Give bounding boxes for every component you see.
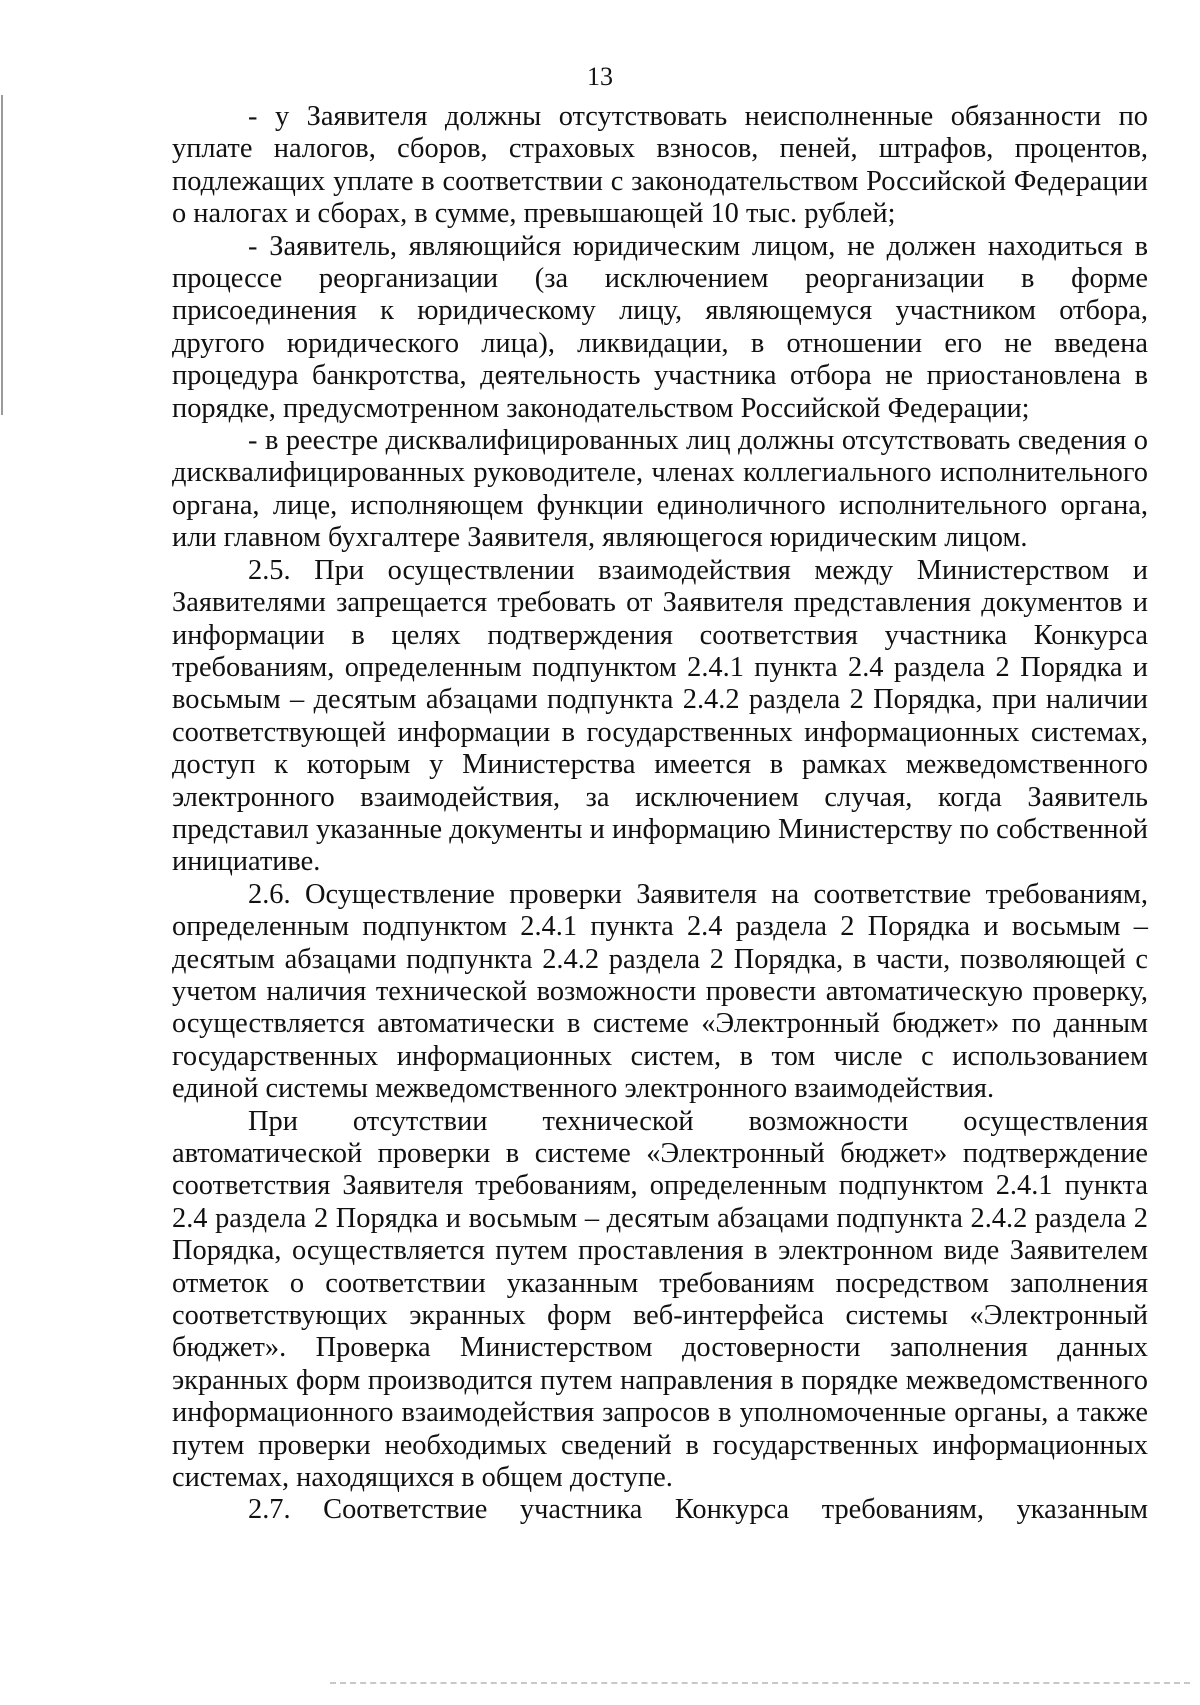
paragraph-manual-check: При отсутствии технической возможности осуществления автоматической проверки в системе «Электронный бюджет» подтверждение соответствия Заявителя требованиям, определенным подпунктом 2.4.1 пункта 2.4 раздела 2 Порядка и восьмым – десятым абзацами подпункта 2.4.2 раздела 2 Порядка, осуществляется путем проставления в электронном виде Заявителем отметок о соответствии указанным требованиям посредством заполнения соответствующих экранных форм веб-интерфейса системы «Электронный бюджет». Проверка Министерством достоверности заполнения данных экранных форм производится путем направления в порядке межведомственного информационного взаимодействия запросов в уполномоченные органы, а также путем проверки необходимых сведений в государственных информационных системах, находящихся в общем доступе. <box>172 1105 1148 1494</box>
paragraph-tax-arrears: - у Заявителя должны отсутствовать неисполненные обязанности по уплате налогов, сборов, страховых взносов, пеней, штрафов, процентов, подлежащих уплате в соответствии с законодательством Российской Федерации о налогах и сборах, в сумме, превышающей 10 тыс. рублей; <box>172 101 1148 230</box>
scan-edge-line <box>1 95 3 415</box>
document-body <box>172 101 1148 1527</box>
page-number: 13 <box>587 62 613 91</box>
paragraph-reorganization: - Заявитель, являющийся юридическим лицом, не должен находиться в процессе реорганизации (за исключением реорганизации в форме присоединения к юридическому лицу, являющемуся участником отбора, другого юридического лица), ликвидации, в отношении его не введена процедура банкротства, деятельность участника отбора не приостановлена в порядке, предусмотренном законодательством Российской Федерации; <box>172 230 1148 424</box>
paragraph-disqualified-registry: - в реестре дисквалифицированных лиц должны отсутствовать сведения о дисквалифицированных руководителе, членах коллегиального исполнительного органа, лице, исполняющем функции единоличного исполнительного органа, или главном бухгалтере Заявителя, являющегося юридическим лицом. <box>172 425 1148 554</box>
paragraph-2-6: 2.6. Осуществление проверки Заявителя на соответствие требованиям, определенным подпунктом 2.4.1 пункта 2.4 раздела 2 Порядка и восьмым – десятым абзацами подпункта 2.4.2 раздела 2 Порядка, в части, позволяющей с учетом наличия технической возможности провести автоматическую проверку, осуществляется автоматически в системе «Электронный бюджет» по данным государственных информационных систем, в том числе с использованием единой системы межведомственного электронного взаимодействия. <box>172 878 1148 1105</box>
paragraph-2-7: 2.7. Соответствие участника Конкурса требованиям, указанным <box>248 1494 1148 1526</box>
paragraph-2-5: 2.5. При осуществлении взаимодействия между Министерством и Заявителями запрещается требовать от Заявителя представления документов и информации в целях подтверждения соответствия участника Конкурса требованиям, определенным подпунктом 2.4.1 пункта 2.4 раздела 2 Порядка и восьмым – десятым абзацами подпункта 2.4.2 раздела 2 Порядка, при наличии соответствующей информации в государственных информационных системах, доступ к которым у Министерства имеется в рамках межведомственного электронного взаимодействия, за исключением случая, когда Заявитель представил указанные документы и информацию Министерству по собственной инициативе. <box>172 554 1148 878</box>
footer-scan-line <box>330 1682 1190 1684</box>
